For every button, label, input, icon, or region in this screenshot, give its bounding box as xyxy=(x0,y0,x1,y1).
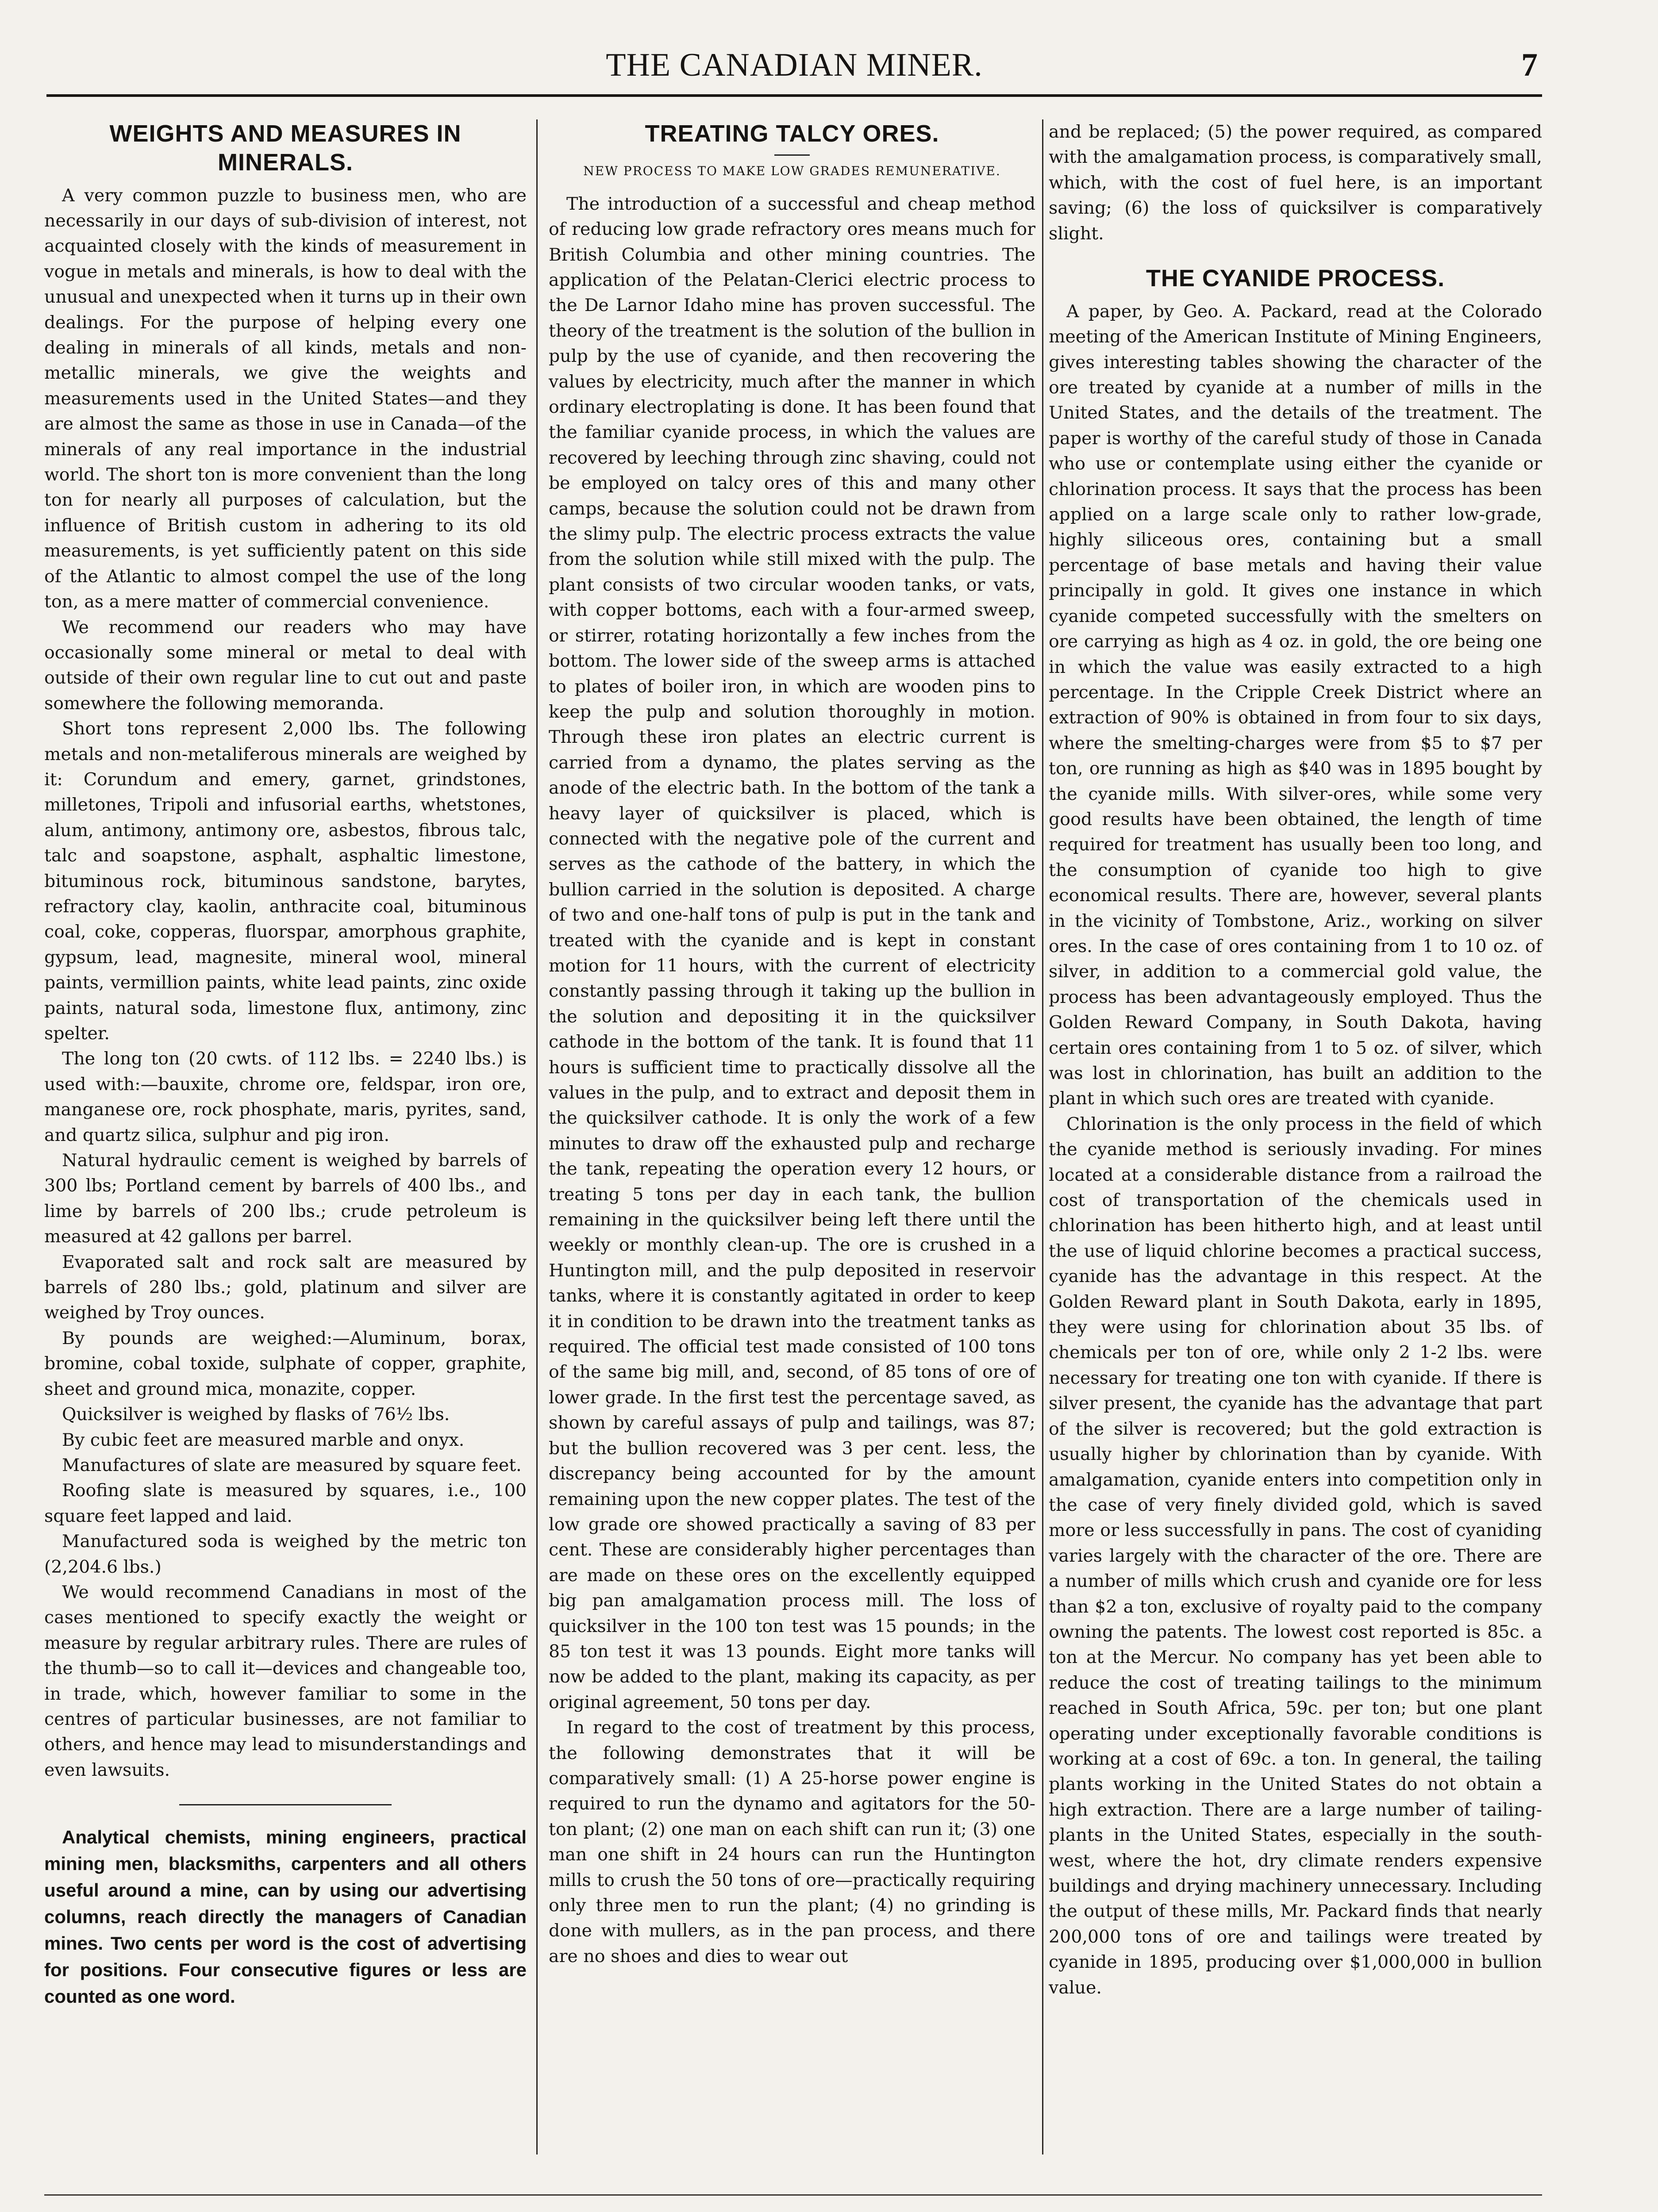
paragraph: By pounds are weighed:—Aluminum, borax, bromine, cobal toxide, sulphate of copper, graphite, sheet and ground mica, monazite, copper. xyxy=(44,1328,527,1399)
paragraph: We would recommend Canadians in most of the cases mentioned to specify exactly the weight or measure by regular arbitrary rules. There are rules of the thumb—so to call it—devices and changeable too, in trade, which, however familiar to some in the centres of particular businesses, are not familiar to others, and hence may lead to misunderstandings and even lawsuits. xyxy=(44,1582,527,1780)
column-middle xyxy=(549,119,1035,1969)
continued-paragraph: and be replaced; (5) the power required, as compared with the amalgamation process, is comparatively small, which, with the cost of fuel here, is an important saving; (6) the loss of quicksilver is comparatively slight. xyxy=(1049,122,1542,244)
paragraph: Evaporated salt and rock salt are measured by barrels of 280 lbs.; gold, platinum and silver are weighed by Troy ounces. xyxy=(44,1252,527,1323)
subhead-rule xyxy=(774,154,810,156)
page-number: 7 xyxy=(1521,47,1538,83)
bottom-rule xyxy=(44,2194,1542,2196)
paragraph: The introduction of a successful and cheap method of reducing low grade refractory ores means much for British Columbia and other mining countries. The application of the Pelatan-Clerici electric process to the De Larnor Idaho mine has proven successful. The theory of the treatment is the solution of the bullion in pulp by the use of cyanide, and then recovering the values by electricity, much after the manner in which ordinary electroplating is done. It has been found that the familiar cyanide process, in which the values are recovered by leeching through zinc shaving, could not be employed on talcy ores of this and many other camps, because the solution could not be drawn from the slimy pulp. The electric process extracts the value from the solution while still mixed with the pulp. The plant consists of two circular wooden tanks, or vats, with copper bottoms, each with a four-armed sweep, or stirrer, rotating horizontally a few inches from the bottom. The lower side of the sweep arms is attached to plates of boiler iron, in which are wooden pins to keep the pulp and solution thoroughly in motion. Through these iron plates an electric current is carried from a dynamo, the plates serving as the anode of the electric bath. In the bottom of the tank a heavy layer of quicksilver is placed, which is connected with the negative pole of the current and serves as the cathode of the battery, in which the bullion carried in the solution is deposited. A charge of two and one-half tons of pulp is put in the tank and treated with the cyanide and is kept in constant motion for 11 hours, with the current of electricity constantly passing through it taking up the bullion in the solution and depositing it in the quicksilver cathode in the bottom of the tank. It is found that 11 hours is sufficient time to practically dissolve all the values in the pulp, and to extract and deposit them in the quicksilver cathode. It is only the work of a few minutes to draw off the exhausted pulp and recharge the tank, repeating the operation every 12 hours, or treating 5 tons per day in each tank, the bullion remaining in the quicksilver being left there until the weekly or monthly clean-up. The ore is crushed in a Huntington mill, and the pulp deposited in reservoir tanks, where it is constantly agitated in order to keep it in condition to be drawn into the treatment tanks as required. The official test made consisted of 100 tons of the same big mill, and, second, of 85 tons of ore of lower grade. In the first test the percentage saved, as shown by careful assays of pulp and tailings, was 87; but the bullion recovered was 3 per cent. less, the discrepancy being accounted for by the amount remaining upon the new copper plates. The test of the low grade ore showed practically a saving of 83 per cent. These are considerably higher percentages than are made on these ores on the excellently equipped big pan amalgamation process mill. The loss of quicksilver in the 100 ton test was 15 pounds; in the 85 ton test it was 13 pounds. Eight more tanks will now be added to the plant, making its capacity, as per original agreement, 50 tons per day. xyxy=(549,193,1035,1713)
paragraph: Chlorination is the only process in the field of which the cyanide method is seriously invading. For mines located at a considerable distance from a railroad the cost of transportation of the chemicals used in chlorination has been hitherto high, and at least until the use of liquid chlorine becomes a practical success, cyanide has the advantage in this respect. At the Golden Reward plant in South Dakota, early in 1895, they were using for chlorination about 35 lbs. of chemicals per ton of ore, while only 2 1-2 lbs. were necessary for treating one ton with cyanide. If there is silver present, the cyanide has the advantage that part of the silver is recovered; but the gold extraction is usually higher by chlorination than by cyanide. With amalgamation, cyanide enters into competition only in the case of very finely divided gold, which is saved more or less successfully in pans. The cost of cyaniding varies largely with the character of the ore. There are a number of mills which crush and cyanide ore for less than $2 a ton, exclusive of royalty paid to the company owning the patents. The lowest cost reported is 85c. a ton at the Mercur. No company has yet been able to reduce the cost of treating tailings to the minimum reached in South Africa, 59c. per ton; but one plant operating under exceptionally favorable conditions is working at a cost of 69c. a ton. In general, the tailing plants working in the United States do not obtain a high extraction. There are a large number of tailing-plants in the United States, especially in the south-west, where the hot, dry climate renders expensive buildings and drying machinery unnecessary. Including the output of these mills, Mr. Packard finds that nearly 200,000 tons of ore and tailings were treated by cyanide in 1895, producing over $1,000,000 in bullion value. xyxy=(1049,1114,1542,1998)
article-headline-talcy-ores: TREATING TALCY ORES. xyxy=(645,120,939,147)
column-divider xyxy=(536,119,538,2154)
paragraph: The long ton (20 cwts. of 112 lbs. = 2240 lbs.) is used with:—bauxite, chrome ore, feldspar, iron ore, manganese ore, rock phosphate, maris, pyrites, sand, and quartz silica, sulphur and pig iron. xyxy=(44,1048,527,1145)
paragraph: Roofing slate is measured by squares, i.e., 100 square feet lapped and laid. xyxy=(44,1480,527,1526)
column-left xyxy=(44,119,527,2010)
section-divider xyxy=(179,1804,392,1805)
paragraph: Manufactured soda is weighed by the metric ton (2,204.6 lbs.) xyxy=(44,1531,527,1577)
paragraph: Quicksilver is weighed by flasks of 76½ lbs. xyxy=(62,1404,450,1425)
article-body-talcy-ores xyxy=(549,192,1035,1969)
advertising-notice: Analytical chemists, mining engineers, practical mining men, blacksmiths, carpenters and all others useful around a mine, can by using our advertising columns, reach directly the managers of Canadian mines. Two cents per word is the cost of advertising for positions. Four consecutive figures or less are counted as one word. xyxy=(44,1827,527,2007)
article-body-weights xyxy=(44,183,527,1783)
article-headline-weights: WEIGHTS AND MEASURES IN MINERALS. xyxy=(109,120,462,176)
publication-title: THE CANADIAN MINER. xyxy=(606,47,983,83)
column-right xyxy=(1049,119,1542,2001)
paragraph: By cubic feet are measured marble and onyx. xyxy=(62,1429,465,1450)
paragraph: Manufactures of slate are measured by square feet. xyxy=(62,1455,522,1475)
masthead xyxy=(46,42,1542,100)
paragraph: We recommend our readers who may have occasionally some mineral or metal to deal with outside of their own regular line to cut out and paste somewhere the following memoranda. xyxy=(44,617,527,714)
paragraph: Natural hydraulic cement is weighed by barrels of 300 lbs; Portland cement by barrels of 400 lbs., and lime by barrels of 200 lbs.; crude petroleum is measured at 42 gallons per barrel. xyxy=(44,1150,527,1247)
paragraph: In regard to the cost of treatment by this process, the following demonstrates that it will be comparatively small: (1) A 25-horse power engine is required to run the dynamo and agitators for the 50-ton plant; (2) one man on each shift can run it; (3) one man one shift in 24 hours can run the Huntington mills to crush the 50 tons of ore—practically requiring only three men to run the plant; (4) no grinding is done with mullers, as in the pan process, and there are no shoes and dies to wear out xyxy=(549,1717,1035,1966)
article-headline-cyanide: THE CYANIDE PROCESS. xyxy=(1146,265,1445,292)
paragraph: A very common puzzle to business men, who are necessarily in our days of sub-division of interest, not acquainted closely with the kinds of measurement in vogue in metals and minerals, is how to deal with the unusual and unexpected when it turns up in their own dealings. For the purpose of helping every one dealing in minerals of all kinds, metals and non-metallic minerals, we give the weights and measurements used in the United States—and they are almost the same as those in use in Canada—of the minerals of any real importance in the industrial world. The short ton is more convenient than the long ton for nearly all purposes of calculation, but the influence of British custom in adhering to its old measurements, is yet sufficiently patent on this side of the Atlantic to almost compel the use of the long ton, as a mere matter of commercial convenience. xyxy=(44,185,527,612)
article-body-cyanide xyxy=(1049,299,1542,2001)
paragraph: Short tons represent 2,000 lbs. The following metals and non-metaliferous minerals are weighed by it: Corundum and emery, garnet, grindstones, milletones, Tripoli and infusorial earths, whetstones, alum, antimony, antimony ore, asbestos, fibrous talc, talc and soapstone, asphalt, asphaltic limestone, bituminous rock, bituminous sandstone, barytes, refractory clay, kaolin, anthracite coal, bituminous coal, coke, copperas, fluorspar, amorphous graphite, gypsum, lead, magnesite, mineral wool, mineral paints, vermillion paints, white lead paints, zinc oxide paints, natural soda, limestone flux, antimony, zinc spelter. xyxy=(44,718,527,1044)
masthead-rule xyxy=(46,94,1542,97)
column-divider xyxy=(1042,119,1043,2154)
paragraph: A paper, by Geo. A. Packard, read at the Colorado meeting of the American Institute of Mining Engineers, gives interesting tables showing the character of the ore treated by cyanide at a number of mills in the United States, and the details of the treatment. The paper is worthy of the careful study of those in Canada who use or contemplate using either the cyanide or chlorination process. It says that the process has been applied on a large scale only to rather low-grade, highly siliceous ores, containing but a small percentage of base metals and having their value principally in gold. It gives one instance in which cyanide competed successfully with the smelters on ore carrying as high as 4 oz. in gold, the ore being one in which the value was easily extracted to a high percentage. In the Cripple Creek District where an extraction of 90% is obtained in from four to six days, where the smelting-charges were from $5 to $7 per ton, ore running as high as $40 was in 1895 bought by the cyanide mills. With silver-ores, while some very good results have been obtained, the length of time required for treatment has usually been too long, and the consumption of cyanide too high to give economical results. There are, however, several plants in the vicinity of Tombstone, Ariz., working on silver ores. In the case of ores containing from 1 to 10 oz. of silver, in addition to a commercial gold value, the process has been advantageously employed. Thus the Golden Reward Company, in South Dakota, having certain ores containing from 1 to 5 oz. of silver, which was lost in chlorination, has built an addition to the plant in which such ores are treated with cyanide. xyxy=(1049,301,1542,1109)
article-subheadline: NEW PROCESS TO MAKE LOW GRADES REMUNERATIVE. xyxy=(583,163,1001,178)
